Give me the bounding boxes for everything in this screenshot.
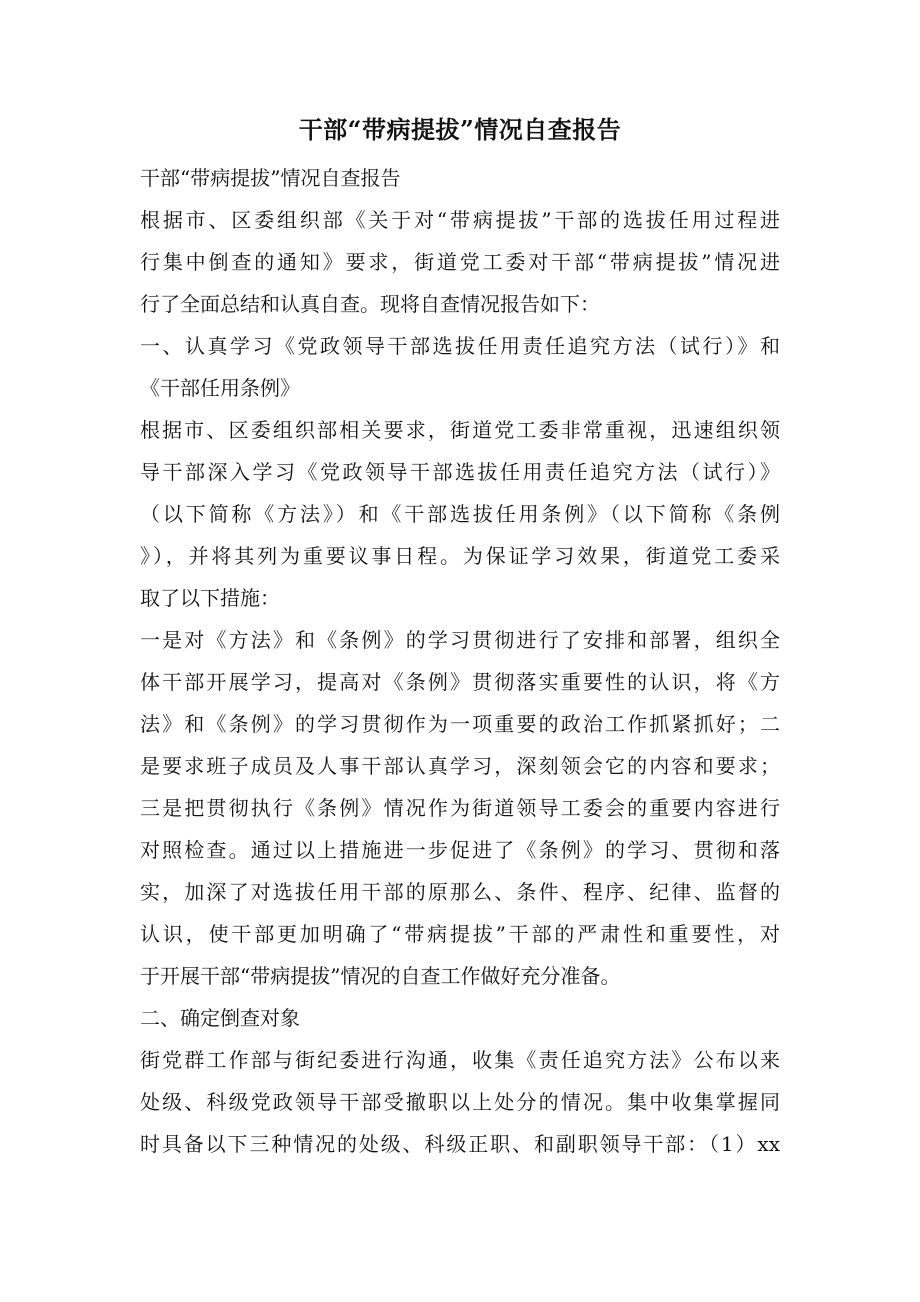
section-heading: 二、确定倒查对象	[140, 1006, 300, 1030]
section-heading: 《干部任用条例》	[140, 376, 300, 400]
body-line: 体干部开展学习，提高对《条例》贯彻落实重要性的认识，将《方	[140, 670, 780, 694]
body-line: 街党群工作部与街纪委进行沟通，收集《责任追究方法》公布以来	[140, 1048, 780, 1072]
body-line: 行集中倒查的通知》要求，街道党工委对干部“带病提拔”情况进	[140, 250, 780, 274]
body-line: 于开展干部“带病提拔”情况的自查工作做好充分准备。	[140, 964, 621, 988]
section-heading: 一、认真学习《党政领导干部选拔任用责任追究方法（试行）》和	[140, 334, 780, 358]
body-line: 》），并将其列为重要议事日程。为保证学习效果，街道党工委采	[140, 544, 780, 568]
body-line: 认识，使干部更加明确了“带病提拔”干部的严肃性和重要性，对	[140, 922, 780, 946]
document-body	[140, 157, 780, 1165]
body-line: 法》和《条例》的学习贯彻作为一项重要的政治工作抓紧抓好；二	[140, 712, 780, 736]
body-line: 处级、科级党政领导干部受撤职以上处分的情况。集中收集掌握同	[140, 1090, 780, 1114]
body-line: 取了以下措施：	[140, 586, 280, 610]
body-line: 三是把贯彻执行《条例》情况作为街道领导工委会的重要内容进行	[140, 796, 780, 820]
body-line: 实，加深了对选拔任用干部的原那么、条件、程序、纪律、监督的	[140, 880, 780, 904]
body-line: 根据市、区委组织部相关要求，街道党工委非常重视，迅速组织领	[140, 418, 780, 442]
body-line: 根据市、区委组织部《关于对“带病提拔”干部的选拔任用过程进	[140, 208, 780, 232]
body-line: 一是对《方法》和《条例》的学习贯彻进行了安排和部署，组织全	[140, 628, 780, 652]
body-line: 行了全面总结和认真自查。现将自查情况报告如下：	[140, 292, 600, 316]
body-line: 干部“带病提拔”情况自查报告	[140, 166, 401, 190]
body-line: 对照检查。通过以上措施进一步促进了《条例》的学习、贯彻和落	[140, 838, 780, 862]
body-line: 时具备以下三种情况的处级、科级正职、和副职领导干部：（1）xx	[140, 1132, 780, 1156]
body-line: 是要求班子成员及人事干部认真学习，深刻领会它的内容和要求；	[140, 754, 780, 778]
document-title: 干部“带病提拔”情况自查报告	[298, 115, 622, 144]
body-line: 导干部深入学习《党政领导干部选拔任用责任追究方法（试行）》	[140, 460, 780, 484]
body-line: （以下简称《方法》）和《干部选拔任用条例》（以下简称《条例	[140, 502, 780, 526]
